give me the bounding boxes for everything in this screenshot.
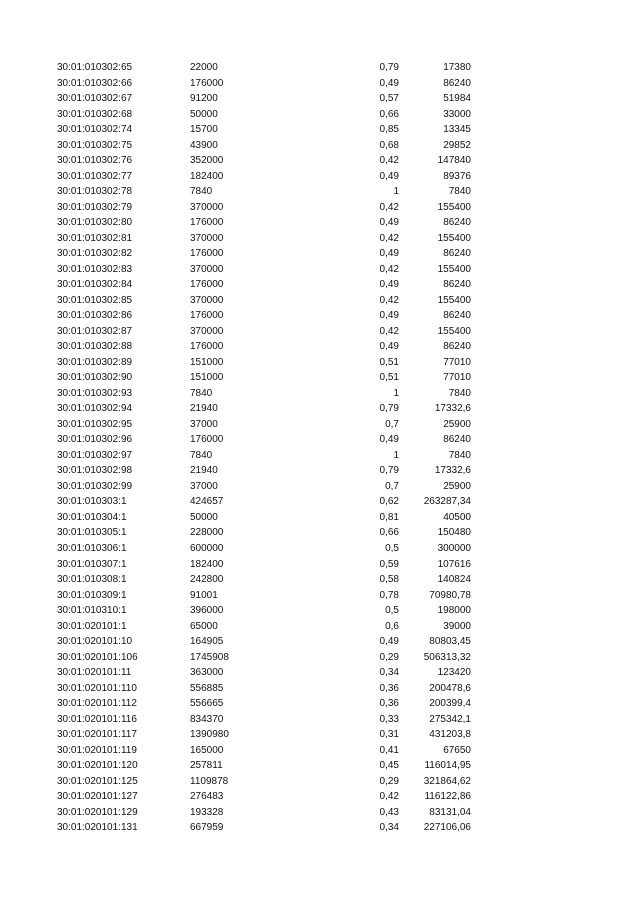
result-cell: 89376 — [443, 170, 471, 182]
result-cell: 506313,32 — [423, 651, 471, 663]
value-cell: 834370 — [190, 713, 224, 725]
coefficient-cell: 0,49 — [379, 341, 399, 353]
result-cell: 155400 — [437, 325, 471, 337]
cadastral-number-cell: 30:01:020101:129 — [57, 806, 138, 818]
value-cell: 176000 — [190, 310, 224, 322]
table-row — [0, 339, 640, 355]
coefficient-cell: 0,5 — [385, 605, 399, 617]
result-cell: 200478,6 — [429, 682, 471, 694]
value-cell: 1745908 — [190, 651, 229, 663]
coefficient-cell: 0,78 — [379, 589, 399, 601]
table-row — [0, 293, 640, 309]
value-cell: 50000 — [190, 108, 218, 120]
table-row — [0, 619, 640, 635]
cadastral-number-cell: 30:01:010302:96 — [57, 434, 133, 446]
table-row — [0, 215, 640, 231]
result-cell: 83131,04 — [429, 806, 471, 818]
result-cell: 155400 — [437, 263, 471, 275]
cadastral-number-cell: 30:01:010303:1 — [57, 496, 127, 508]
cadastral-number-cell: 30:01:010307:1 — [57, 558, 127, 570]
cadastral-number-cell: 30:01:010302:68 — [57, 108, 133, 120]
coefficient-cell: 0,49 — [379, 77, 399, 89]
cadastral-number-cell: 30:01:010302:78 — [57, 186, 133, 198]
value-cell: 21940 — [190, 465, 218, 477]
coefficient-cell: 0,49 — [379, 170, 399, 182]
value-cell: 50000 — [190, 511, 218, 523]
coefficient-cell: 1 — [393, 186, 399, 198]
table-row — [0, 169, 640, 185]
value-cell: 193328 — [190, 806, 224, 818]
result-cell: 33000 — [443, 108, 471, 120]
coefficient-cell: 0,42 — [379, 232, 399, 244]
cadastral-number-cell: 30:01:010302:86 — [57, 310, 133, 322]
value-cell: 667959 — [190, 822, 224, 834]
table-row — [0, 122, 640, 138]
table-row — [0, 262, 640, 278]
cadastral-number-cell: 30:01:010306:1 — [57, 542, 127, 554]
cadastral-number-cell: 30:01:010310:1 — [57, 605, 127, 617]
coefficient-cell: 0,51 — [379, 356, 399, 368]
value-cell: 228000 — [190, 527, 224, 539]
table-row — [0, 727, 640, 743]
coefficient-cell: 0,66 — [379, 108, 399, 120]
table-row — [0, 494, 640, 510]
table-row — [0, 650, 640, 666]
result-cell: 155400 — [437, 294, 471, 306]
coefficient-cell: 0,42 — [379, 294, 399, 306]
result-cell: 7840 — [448, 449, 471, 461]
coefficient-cell: 0,29 — [379, 651, 399, 663]
coefficient-cell: 0,59 — [379, 558, 399, 570]
cadastral-number-cell: 30:01:010302:93 — [57, 387, 133, 399]
value-cell: 370000 — [190, 263, 224, 275]
coefficient-cell: 0,36 — [379, 698, 399, 710]
result-cell: 150480 — [437, 527, 471, 539]
result-cell: 86240 — [443, 248, 471, 260]
result-cell: 116014,95 — [424, 760, 471, 772]
table-row — [0, 696, 640, 712]
result-cell: 86240 — [443, 341, 471, 353]
value-cell: 424657 — [190, 496, 224, 508]
value-cell: 1390980 — [190, 729, 229, 741]
cadastral-number-cell: 30:01:020101:1 — [57, 620, 127, 632]
result-cell: 431203,8 — [429, 729, 471, 741]
table-row — [0, 758, 640, 774]
coefficient-cell: 0,29 — [379, 775, 399, 787]
coefficient-cell: 0,6 — [385, 620, 399, 632]
value-cell: 7840 — [190, 449, 213, 461]
cadastral-number-cell: 30:01:010302:67 — [57, 93, 133, 105]
coefficient-cell: 0,79 — [379, 465, 399, 477]
result-cell: 86240 — [443, 217, 471, 229]
cadastral-number-cell: 30:01:020101:10 — [57, 636, 133, 648]
cadastral-number-cell: 30:01:010302:79 — [57, 201, 133, 213]
cadastral-number-cell: 30:01:010302:99 — [57, 480, 133, 492]
result-cell: 147840 — [437, 155, 471, 167]
result-cell: 275342,1 — [429, 713, 471, 725]
table-row — [0, 60, 640, 76]
value-cell: 7840 — [190, 387, 213, 399]
coefficient-cell: 0,49 — [379, 310, 399, 322]
result-cell: 116122,86 — [424, 791, 471, 803]
cadastral-number-cell: 30:01:020101:125 — [57, 775, 138, 787]
value-cell: 43900 — [190, 139, 218, 151]
result-cell: 155400 — [437, 232, 471, 244]
result-cell: 7840 — [448, 186, 471, 198]
coefficient-cell: 0,49 — [379, 217, 399, 229]
table-row — [0, 355, 640, 371]
table-row — [0, 417, 640, 433]
coefficient-cell: 0,58 — [379, 574, 399, 586]
result-cell: 40500 — [443, 511, 471, 523]
coefficient-cell: 0,85 — [379, 124, 399, 136]
result-cell: 77010 — [443, 356, 471, 368]
coefficient-cell: 0,34 — [379, 667, 399, 679]
value-cell: 37000 — [190, 480, 218, 492]
result-cell: 70980,78 — [429, 589, 471, 601]
result-cell: 17332,6 — [434, 465, 471, 477]
value-cell: 165000 — [190, 744, 224, 756]
result-cell: 17332,6 — [434, 403, 471, 415]
table-row — [0, 184, 640, 200]
cadastral-number-cell: 30:01:010302:80 — [57, 217, 133, 229]
value-cell: 182400 — [190, 558, 224, 570]
table-row — [0, 308, 640, 324]
cadastral-number-cell: 30:01:010302:84 — [57, 279, 133, 291]
result-cell: 67650 — [443, 744, 471, 756]
coefficient-cell: 0,66 — [379, 527, 399, 539]
table-row — [0, 463, 640, 479]
cadastral-number-cell: 30:01:020101:116 — [57, 713, 137, 725]
result-cell: 39000 — [443, 620, 471, 632]
coefficient-cell: 1 — [393, 449, 399, 461]
coefficient-cell: 0,68 — [379, 139, 399, 151]
value-cell: 151000 — [190, 372, 224, 384]
result-cell: 140824 — [437, 574, 471, 586]
table-row — [0, 525, 640, 541]
table-row — [0, 541, 640, 557]
cadastral-number-cell: 30:01:020101:106 — [57, 651, 138, 663]
table-row — [0, 448, 640, 464]
value-cell: 370000 — [190, 232, 224, 244]
coefficient-cell: 0,42 — [379, 263, 399, 275]
value-cell: 176000 — [190, 279, 224, 291]
cadastral-number-cell: 30:01:010304:1 — [57, 511, 127, 523]
value-cell: 556885 — [190, 682, 224, 694]
value-cell: 182400 — [190, 170, 224, 182]
coefficient-cell: 0,42 — [379, 325, 399, 337]
table-row — [0, 588, 640, 604]
cadastral-number-cell: 30:01:010302:76 — [57, 155, 133, 167]
coefficient-cell: 0,42 — [379, 155, 399, 167]
coefficient-cell: 0,7 — [385, 480, 399, 492]
coefficient-cell: 0,49 — [379, 248, 399, 260]
table-row — [0, 153, 640, 169]
value-cell: 370000 — [190, 201, 224, 213]
result-cell: 300000 — [437, 542, 471, 554]
result-cell: 77010 — [443, 372, 471, 384]
result-cell: 80803,45 — [429, 636, 471, 648]
value-cell: 22000 — [190, 62, 218, 73]
table-row — [0, 107, 640, 123]
coefficient-cell: 0,49 — [379, 279, 399, 291]
table-row — [0, 401, 640, 417]
value-cell: 164905 — [190, 636, 224, 648]
result-cell: 86240 — [443, 77, 471, 89]
table-row — [0, 246, 640, 262]
table-row — [0, 432, 640, 448]
table-row — [0, 370, 640, 386]
cadastral-number-cell: 30:01:010302:83 — [57, 263, 133, 275]
table-row — [0, 557, 640, 573]
value-cell: 176000 — [190, 217, 224, 229]
cadastral-number-cell: 30:01:010302:88 — [57, 341, 133, 353]
table-row — [0, 572, 640, 588]
table-row — [0, 805, 640, 821]
table-row — [0, 138, 640, 154]
value-cell: 176000 — [190, 248, 224, 260]
value-cell: 242800 — [190, 574, 224, 586]
table-row — [0, 76, 640, 92]
value-cell: 91001 — [190, 589, 218, 601]
coefficient-cell: 0,51 — [379, 372, 399, 384]
cadastral-number-cell: 30:01:010302:87 — [57, 325, 133, 337]
coefficient-cell: 1 — [393, 387, 399, 399]
table-row — [0, 91, 640, 107]
value-cell: 37000 — [190, 418, 218, 430]
table-row — [0, 665, 640, 681]
value-cell: 396000 — [190, 605, 224, 617]
result-cell: 107616 — [437, 558, 471, 570]
cadastral-number-cell: 30:01:010302:65 — [57, 62, 133, 73]
coefficient-cell: 0,31 — [379, 729, 399, 741]
result-cell: 263287,34 — [423, 496, 471, 508]
coefficient-cell: 0,42 — [379, 791, 399, 803]
value-cell: 7840 — [190, 186, 213, 198]
table-row — [0, 712, 640, 728]
cadastral-number-cell: 30:01:010302:85 — [57, 294, 133, 306]
value-cell: 257811 — [190, 760, 223, 772]
coefficient-cell: 0,57 — [379, 93, 399, 105]
coefficient-cell: 0,43 — [379, 806, 399, 818]
cadastral-number-cell: 30:01:020101:110 — [57, 682, 137, 694]
value-cell: 352000 — [190, 155, 224, 167]
result-cell: 25900 — [443, 418, 471, 430]
cadastral-number-cell: 30:01:020101:112 — [57, 698, 137, 710]
coefficient-cell: 0,79 — [379, 62, 399, 73]
table-row — [0, 774, 640, 790]
result-cell: 17380 — [443, 62, 471, 73]
value-cell: 276483 — [190, 791, 224, 803]
cadastral-number-cell: 30:01:010302:82 — [57, 248, 133, 260]
cadastral-number-cell: 30:01:010305:1 — [57, 527, 127, 539]
table-row — [0, 510, 640, 526]
value-cell: 556665 — [190, 698, 224, 710]
result-cell: 155400 — [437, 201, 471, 213]
spreadsheet-table — [0, 60, 640, 836]
value-cell: 176000 — [190, 341, 224, 353]
cadastral-number-cell: 30:01:010302:90 — [57, 372, 133, 384]
table-row — [0, 603, 640, 619]
table-row — [0, 479, 640, 495]
table-row — [0, 386, 640, 402]
result-cell: 86240 — [443, 279, 471, 291]
result-cell: 227106,06 — [423, 822, 471, 834]
result-cell: 200399,4 — [429, 698, 471, 710]
table-row — [0, 820, 640, 836]
result-cell: 7840 — [448, 387, 471, 399]
result-cell: 198000 — [437, 605, 471, 617]
cadastral-number-cell: 30:01:010302:66 — [57, 77, 133, 89]
coefficient-cell: 0,5 — [385, 542, 399, 554]
table-row — [0, 681, 640, 697]
table-row — [0, 743, 640, 759]
value-cell: 370000 — [190, 294, 224, 306]
result-cell: 13345 — [443, 124, 471, 136]
coefficient-cell: 0,45 — [379, 760, 399, 772]
coefficient-cell: 0,49 — [379, 636, 399, 648]
coefficient-cell: 0,36 — [379, 682, 399, 694]
coefficient-cell: 0,41 — [379, 744, 399, 756]
table-row — [0, 634, 640, 650]
value-cell: 363000 — [190, 667, 224, 679]
table-row — [0, 789, 640, 805]
cadastral-number-cell: 30:01:010302:74 — [57, 124, 133, 136]
result-cell: 51984 — [443, 93, 471, 105]
value-cell: 21940 — [190, 403, 218, 415]
result-cell: 86240 — [443, 310, 471, 322]
cadastral-number-cell: 30:01:020101:127 — [57, 791, 138, 803]
value-cell: 176000 — [190, 77, 224, 89]
coefficient-cell: 0,79 — [379, 403, 399, 415]
value-cell: 370000 — [190, 325, 224, 337]
cadastral-number-cell: 30:01:010302:75 — [57, 139, 133, 151]
cadastral-number-cell: 30:01:020101:131 — [57, 822, 138, 834]
cadastral-number-cell: 30:01:010302:94 — [57, 403, 133, 415]
cadastral-number-cell: 30:01:020101:117 — [57, 729, 137, 741]
value-cell: 1109878 — [190, 775, 229, 787]
cadastral-number-cell: 30:01:010309:1 — [57, 589, 127, 601]
cadastral-number-cell: 30:01:010308:1 — [57, 574, 127, 586]
cadastral-number-cell: 30:01:010302:77 — [57, 170, 133, 182]
cadastral-number-cell: 30:01:020101:119 — [57, 744, 137, 756]
value-cell: 151000 — [190, 356, 224, 368]
result-cell: 86240 — [443, 434, 471, 446]
cadastral-number-cell: 30:01:010302:89 — [57, 356, 133, 368]
table-row — [0, 231, 640, 247]
coefficient-cell: 0,62 — [379, 496, 399, 508]
table-row — [0, 324, 640, 340]
cadastral-number-cell: 30:01:020101:11 — [57, 667, 132, 679]
result-cell: 25900 — [443, 480, 471, 492]
coefficient-cell: 0,7 — [385, 418, 399, 430]
table-row — [0, 277, 640, 293]
cadastral-number-cell: 30:01:020101:120 — [57, 760, 138, 772]
result-cell: 321864,62 — [423, 775, 471, 787]
value-cell: 65000 — [190, 620, 218, 632]
coefficient-cell: 0,34 — [379, 822, 399, 834]
coefficient-cell: 0,42 — [379, 201, 399, 213]
value-cell: 176000 — [190, 434, 224, 446]
result-cell: 123420 — [437, 667, 471, 679]
coefficient-cell: 0,81 — [379, 511, 399, 523]
value-cell: 600000 — [190, 542, 224, 554]
result-cell: 29852 — [443, 139, 471, 151]
value-cell: 15700 — [190, 124, 218, 136]
coefficient-cell: 0,33 — [379, 713, 399, 725]
cadastral-number-cell: 30:01:010302:81 — [57, 232, 133, 244]
cadastral-number-cell: 30:01:010302:98 — [57, 465, 133, 477]
table-row — [0, 200, 640, 216]
coefficient-cell: 0,49 — [379, 434, 399, 446]
cadastral-number-cell: 30:01:010302:95 — [57, 418, 133, 430]
value-cell: 91200 — [190, 93, 218, 105]
cadastral-number-cell: 30:01:010302:97 — [57, 449, 133, 461]
